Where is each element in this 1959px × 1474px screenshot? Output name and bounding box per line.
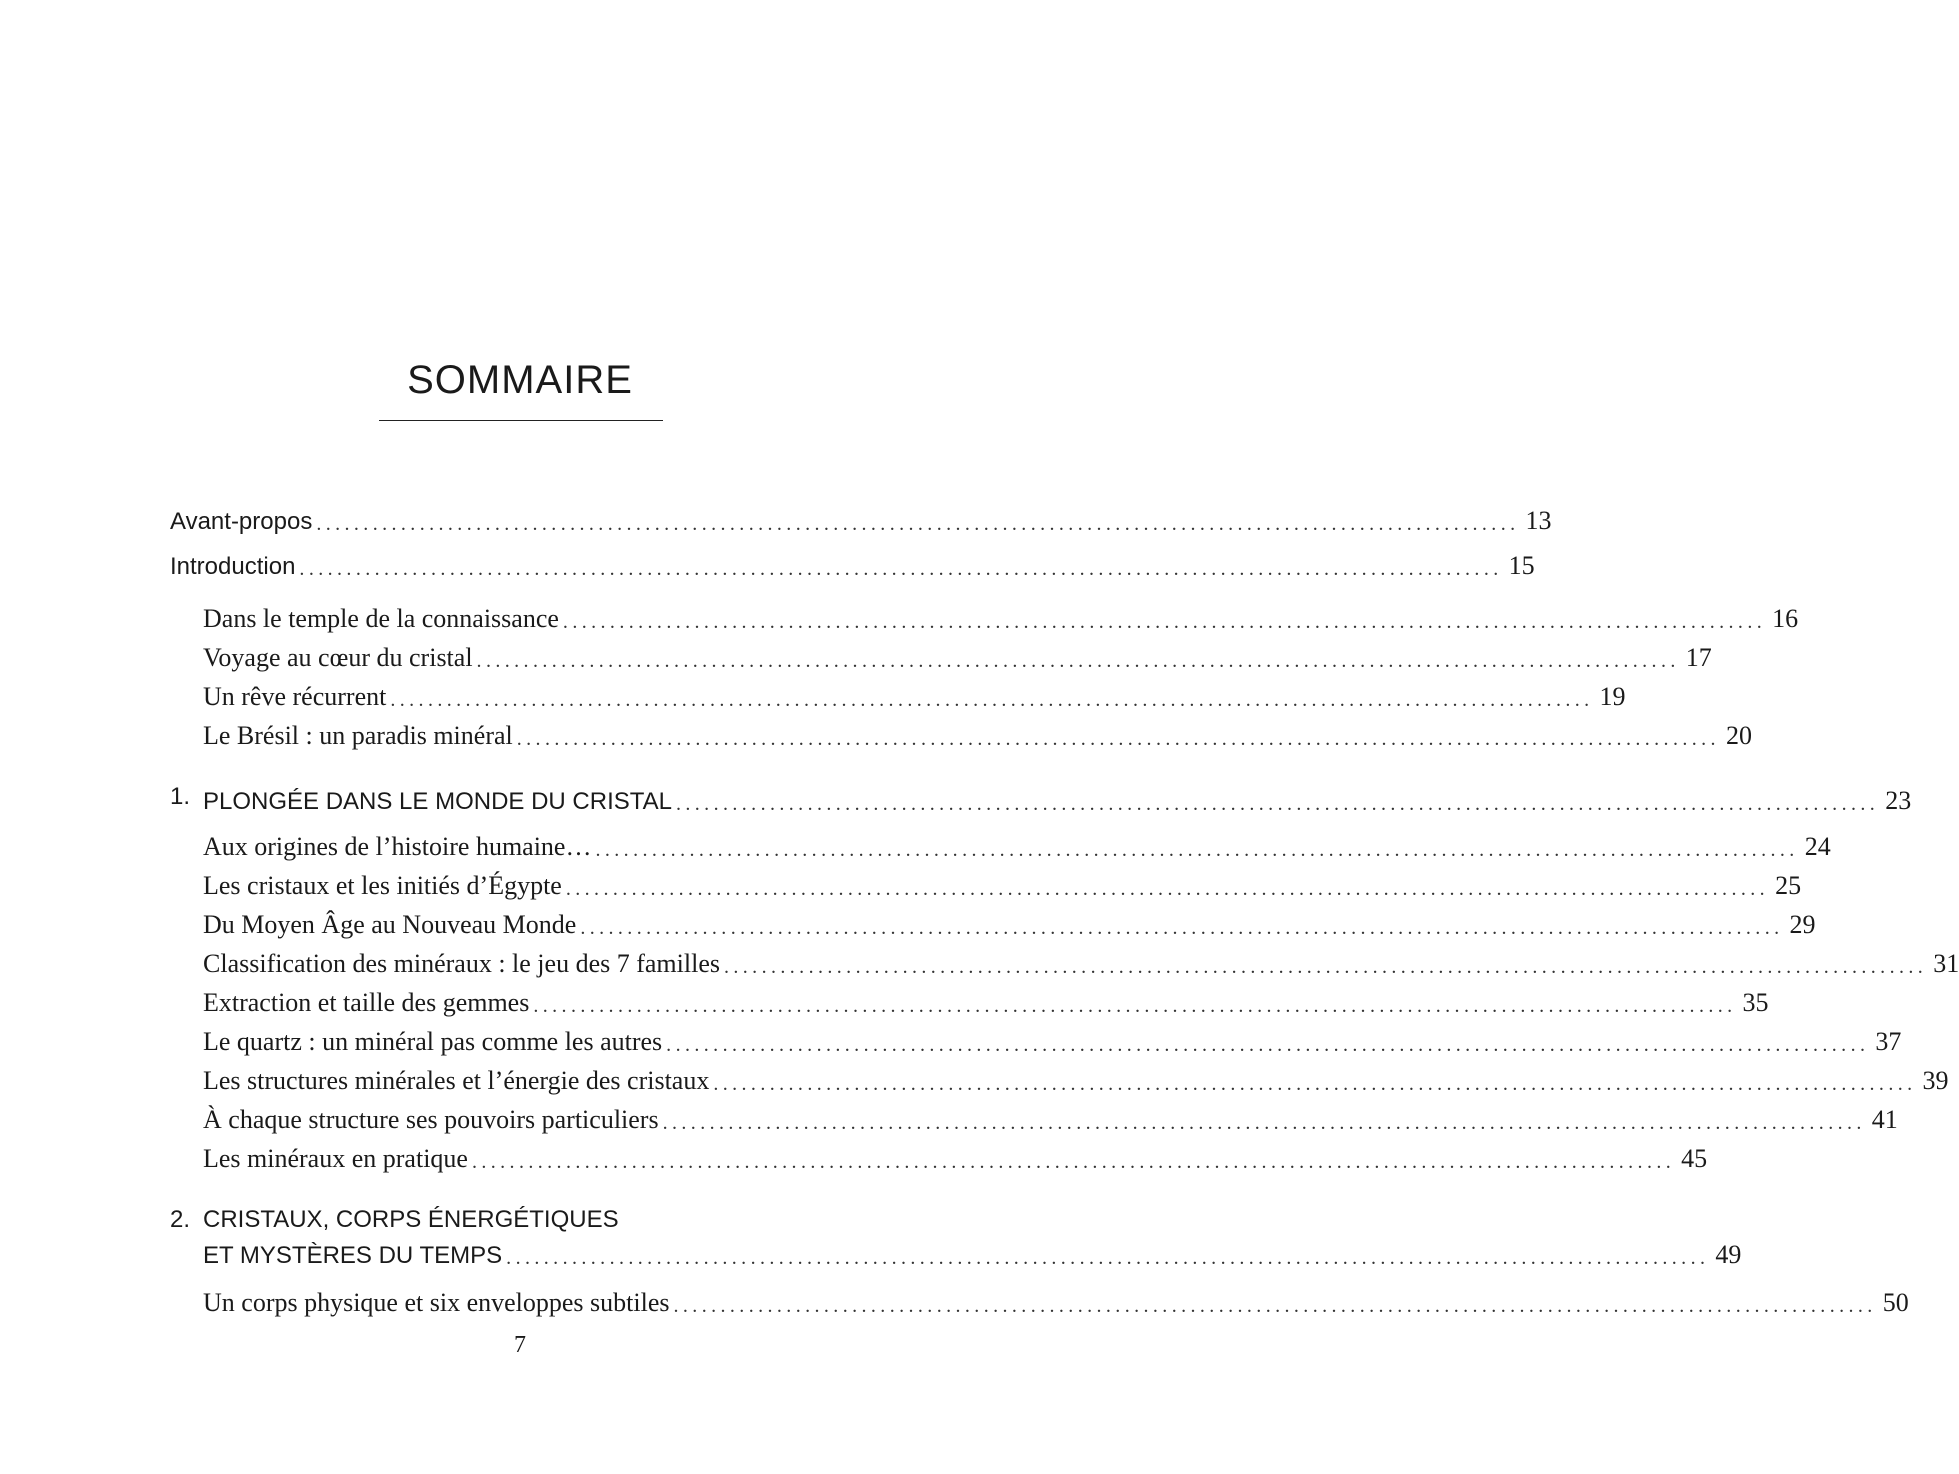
toc-entry-label: Avant-propos (170, 508, 313, 535)
dot-leader: ................................................................................................................................ (666, 1034, 1870, 1056)
toc-page-number: 15 (1508, 551, 1535, 580)
toc-entry-label: Extraction et taille des gemmes (203, 988, 530, 1017)
toc-subentry[interactable] (203, 1021, 1902, 1057)
dot-leader: ................................................................................................................................ (565, 878, 1770, 900)
dot-leader: ................................................................................................................................ (562, 611, 1767, 633)
toc-entry-label: Dans le temple de la connaissance (203, 604, 559, 633)
toc-subentry[interactable] (203, 904, 1816, 940)
dot-leader: ................................................................................................................................ (390, 689, 1594, 711)
toc-page-number: 20 (1725, 721, 1752, 750)
toc-page-number: 24 (1804, 832, 1831, 861)
toc-chapter-2[interactable] (203, 1234, 1742, 1270)
toc-entry-label: À chaque structure ses pouvoirs particuliers (203, 1105, 659, 1134)
dot-leader: ................................................................................................................................ (662, 1112, 1866, 1134)
toc-page-number: 50 (1882, 1288, 1909, 1317)
toc-subentry[interactable] (203, 715, 1752, 751)
toc-subentry[interactable] (203, 826, 1831, 862)
dot-leader: ................................................................................................................................ (533, 995, 1737, 1017)
toc-page-number: 29 (1789, 910, 1816, 939)
toc-subentry[interactable] (203, 943, 1959, 979)
toc-entry-label: Introduction (170, 553, 296, 580)
dot-leader: ................................................................................................................................ (723, 956, 1928, 978)
toc-subentry[interactable] (203, 1060, 1949, 1096)
toc-chapter-1[interactable] (203, 780, 1912, 816)
toc-subentry[interactable] (203, 1099, 1898, 1135)
toc-entry-label: Voyage au cœur du cristal (203, 643, 473, 672)
toc-entry-label: Le Brésil : un paradis minéral (203, 721, 513, 750)
dot-leader: ................................................................................................................................ (299, 558, 1503, 580)
toc-entry-label: Du Moyen Âge au Nouveau Monde (203, 910, 577, 939)
toc-subentry[interactable] (203, 637, 1712, 673)
toc-page-number: 37 (1875, 1027, 1902, 1056)
toc-entry-label: Les structures minérales et l’énergie des cristaux (203, 1066, 710, 1095)
chapter-number: 2. (170, 1206, 191, 1233)
toc-subentry[interactable] (203, 1138, 1708, 1174)
toc-entry-label: Classification des minéraux : le jeu des 7 familles (203, 949, 720, 978)
toc-subentry[interactable] (203, 865, 1802, 901)
toc-page-number: 23 (1885, 786, 1912, 815)
toc-page-number: 35 (1742, 988, 1769, 1017)
toc-page-number: 13 (1525, 506, 1552, 535)
dot-leader: ................................................................................................................................ (506, 1247, 1710, 1269)
toc-page-number: 31 (1933, 949, 1959, 978)
dot-leader: ................................................................................................................................ (595, 839, 1799, 861)
toc-entry-label: Les cristaux et les initiés d’Égypte (203, 871, 562, 900)
toc-subentry[interactable] (203, 598, 1799, 634)
toc-page-number: 39 (1922, 1066, 1949, 1095)
chapter-number: 1. (170, 783, 191, 810)
toc-page-number: 19 (1599, 682, 1626, 711)
toc-page-number: 41 (1871, 1105, 1898, 1134)
toc-page-number: 45 (1681, 1144, 1708, 1173)
toc-page-number: 49 (1715, 1240, 1742, 1269)
dot-leader: ................................................................................................................................ (580, 917, 1784, 939)
toc-entry-label: Le quartz : un minéral pas comme les autres (203, 1027, 663, 1056)
toc-entry-label: Un corps physique et six enveloppes subtiles (203, 1288, 670, 1317)
dot-leader: ................................................................................................................................ (675, 793, 1880, 815)
dot-leader: ................................................................................................................................ (713, 1073, 1917, 1095)
toc-subentry[interactable] (203, 676, 1626, 712)
dot-leader: ................................................................................................................................ (673, 1295, 1877, 1317)
chapter-title-line-1: CRISTAUX, CORPS ÉNERGÉTIQUES (203, 1206, 619, 1233)
toc-page-number: 16 (1772, 604, 1799, 633)
toc-subentry[interactable] (203, 982, 1769, 1018)
page-number-folio: 7 (514, 1332, 526, 1358)
dot-leader: ................................................................................................................................ (471, 1151, 1676, 1173)
toc-entry-label: Un rêve récurrent (203, 682, 387, 711)
page-title: SOMMAIRE (407, 358, 633, 402)
toc-subentry[interactable] (203, 1282, 1909, 1318)
toc-entry-introduction[interactable] (170, 545, 1535, 581)
chapter-title: PLONGÉE DANS LE MONDE DU CRISTAL (203, 788, 672, 815)
dot-leader: ................................................................................................................................ (476, 650, 1680, 672)
toc-entry-label: Les minéraux en pratique (203, 1144, 468, 1173)
chapter-title: ET MYSTÈRES DU TEMPS (203, 1242, 503, 1269)
toc-entry-avant-propos[interactable] (170, 500, 1552, 536)
toc-page-number: 17 (1685, 643, 1712, 672)
toc-page-number: 25 (1775, 871, 1802, 900)
dot-leader: ................................................................................................................................ (516, 728, 1720, 750)
dot-leader: ................................................................................................................................ (316, 513, 1520, 535)
toc-entry-label: Aux origines de l’histoire humaine… (203, 832, 592, 861)
